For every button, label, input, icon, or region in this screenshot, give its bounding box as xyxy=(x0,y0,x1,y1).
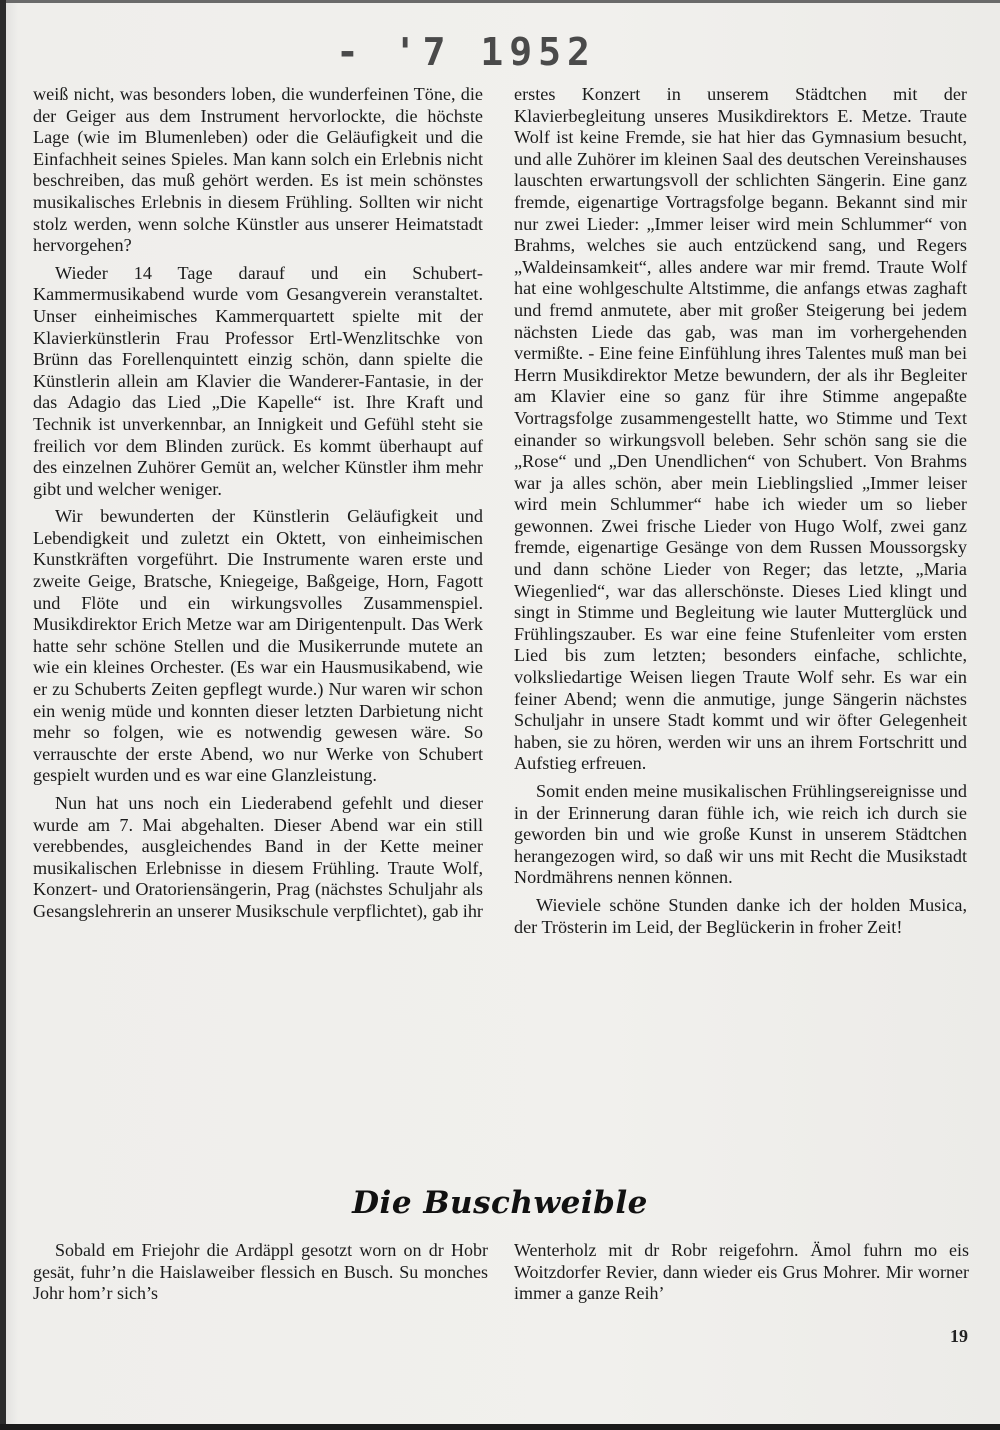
paragraph: Wieder 14 Tage darauf und ein Schubert-Kammermusikabend wurde vom Gesangverein veranstaltet. Unser einheimisches Kammerquartett spielte mit der Klavierkünstlerin Frau Professor Ertl-Wenzlitschke von Brünn das Forellenquintett einzig schön, dann spielte die Künstlerin allein am Klavier die Wanderer-Fantasie, in der das Adagio das Lied „Die Kapelle“ ist. Ihre Kraft und Technik ist unverkennbar, an Innigkeit und Gefühl steht sie freilich vor dem Blinden zurück. Es kommt überhaupt auf des einzelnen Zuhörer Gemüt an, welcher Künstler ihm mehr gibt und welcher weniger. xyxy=(33,262,483,499)
page-bottom-edge xyxy=(0,1424,1000,1430)
paragraph: erstes Konzert in unserem Städtchen mit der Klavierbegleitung unseres Musikdirektors E. Metze. Traute Wolf ist keine Fremde, sie hat hier das Gymnasium besucht, und alle Zuhörer im kleinen Saal des deutschen Vereinshauses lauschten erwartungsvoll der schlichten Sängerin. Eine ganz fremde, eigenartige Vortragsfolge begann. Bekannt sind mir nur zwei Lieder: „Immer leiser wird mein Schlummer“ von Brahms, welches sie auch entzückend sang, und Regers „Waldeinsamkeit“, alles andere war mir fremd. Traute Wolf hat eine wohlgeschulte Altstimme, die anfangs etwas zaghaft und fremd anmutete, aber mit großer Steigerung bei jedem nächsten Liede das gab, was man im vorhergehenden vermißte. - Eine feine Einfühlung ihres Talentes muß man bei Herrn Musikdirektor Metze bewundern, der als ihr Begleiter am Klavier eine so ganz für ihre Stimme angepaßte Vortragsfolge zusammengestellt hatte, wo Stimme und Text einander so wirkungsvoll beleben. Sehr schön sang sie die „Rose“ und „Den Unendlichen“ von Schubert. Von Brahms war ja alles schön, aber mein Lieblingslied „Immer leiser wird mein Schlummer“ habe ich wieder um so lieber gewonnen. Zwei frische Lieder von Hugo Wolf, zwei ganz fremde, eigenartige Gesänge von dem Russen Moussorgsky und dann schöne Lieder von Reger; das letzte, „Maria Wiegenlied“, war das allerschönste. Dieses Lied klingt und singt in Stimme und Begleitung wie lauter Mutterglück und Frühlingszauber. Es war eine feine Stufenleiter vom ersten Lied bis zum letzten; besonders einfache, schlichte, volksliedartige Weisen liegen Traute Wolf sehr. Es war ein feiner Abend; wenn die anmutige, junge Sängerin nächstes Schuljahr in unsere Stadt kommt und wir öfter Gelegenheit haben, sie zu hören, werden wir uns an ihrem Fortschritt und Aufstieg erfreuen. xyxy=(514,84,967,774)
paragraph: Wenterholz mit dr Robr reigefohrn. Ämol fuhrn mo eis Woitzdorfer Revier, dann wieder eis Grus Mohrer. Mir worner immer a ganze Reih’ xyxy=(514,1240,969,1303)
page-number: 19 xyxy=(950,1326,968,1346)
paragraph: Wieviele schöne Stunden danke ich der holden Musica, der Trösterin im Leid, der Beglückerin in froher Zeit! xyxy=(514,894,967,937)
second-article-right-column xyxy=(514,1240,969,1305)
date-stamp: - '7 1952 xyxy=(336,30,596,74)
paragraph: weiß nicht, was besonders loben, die wunderfeinen Töne, die der Geiger aus dem Instrument hervorlockte, die höchste Lage (wie im Blumenleben) oder die Geläufigkeit und die Einfachheit seines Spieles. Man kann solch ein Erlebnis nicht beschreiben, das muß gehört werden. Es ist mein schönstes musikalisches Erlebnis in diesem Frühling. Sollten wir nicht stolz werden, wenn solche Künstler aus unserer Heimatstadt hervorgehen? xyxy=(33,84,483,256)
article-title: Die Buschweible xyxy=(352,1185,648,1221)
paragraph: Sobald em Friejohr die Ardäppl gesotzt worn on dr Hobr gesät, fuhr’n die Haislaweiber flessich en Busch. Su monches Johr hom’r sich’s xyxy=(33,1240,488,1303)
article-left-column xyxy=(33,84,483,929)
article-right-column xyxy=(514,84,967,944)
page-top-edge xyxy=(0,0,1000,3)
paragraph: Nun hat uns noch ein Liederabend gefehlt und dieser wurde am 7. Mai abgehalten. Dieser Abend war ein still verebbendes, ausgleichendes Band in der Kette meiner musikalischen Erlebnisse in diesem Frühling. Traute Wolf, Konzert- und Oratoriensängerin, Prag (nächstes Schuljahr als Gesangslehrerin an unserer Musikschule verpflichtet), gab ihr xyxy=(33,793,483,921)
second-article-left-column xyxy=(33,1240,488,1305)
paragraph: Wir bewunderten der Künstlerin Geläufigkeit und Lebendigkeit und zuletzt ein Oktett, von einheimischen Kunstkräften vorgeführt. Die Instrumente waren erste und zweite Geige, Bratsche, Kniegeige, Baßgeige, Horn, Fagott und Flöte und ein wirkungsvolles Zusammenspiel. Musikdirektor Erich Metze war am Dirigentenpult. Das Werk hatte sehr schöne Stellen und die Musikerrunde mutete an wie ein kleines Orchester. (Es war ein Hausmusikabend, wie er zu Schuberts Zeiten gepflegt wurde.) Nur waren wir schon ein wenig müde und konnten dieser letzten Darbietung nicht mehr so folgen, wie es notwendig gewesen wäre. So verrauschte der erste Abend, wo nur Werke von Schubert gespielt wurden und es war eine Glanzleistung. xyxy=(33,506,483,786)
paragraph: Somit enden meine musikalischen Frühlingsereignisse und in der Erinnerung daran fühle ich, wie reich ich durch sie geworden bin und wie große Kunst in unserem Städtchen herangezogen wird, so daß wir uns mit Recht die Musikstadt Nordmährens nennen können. xyxy=(514,781,967,888)
